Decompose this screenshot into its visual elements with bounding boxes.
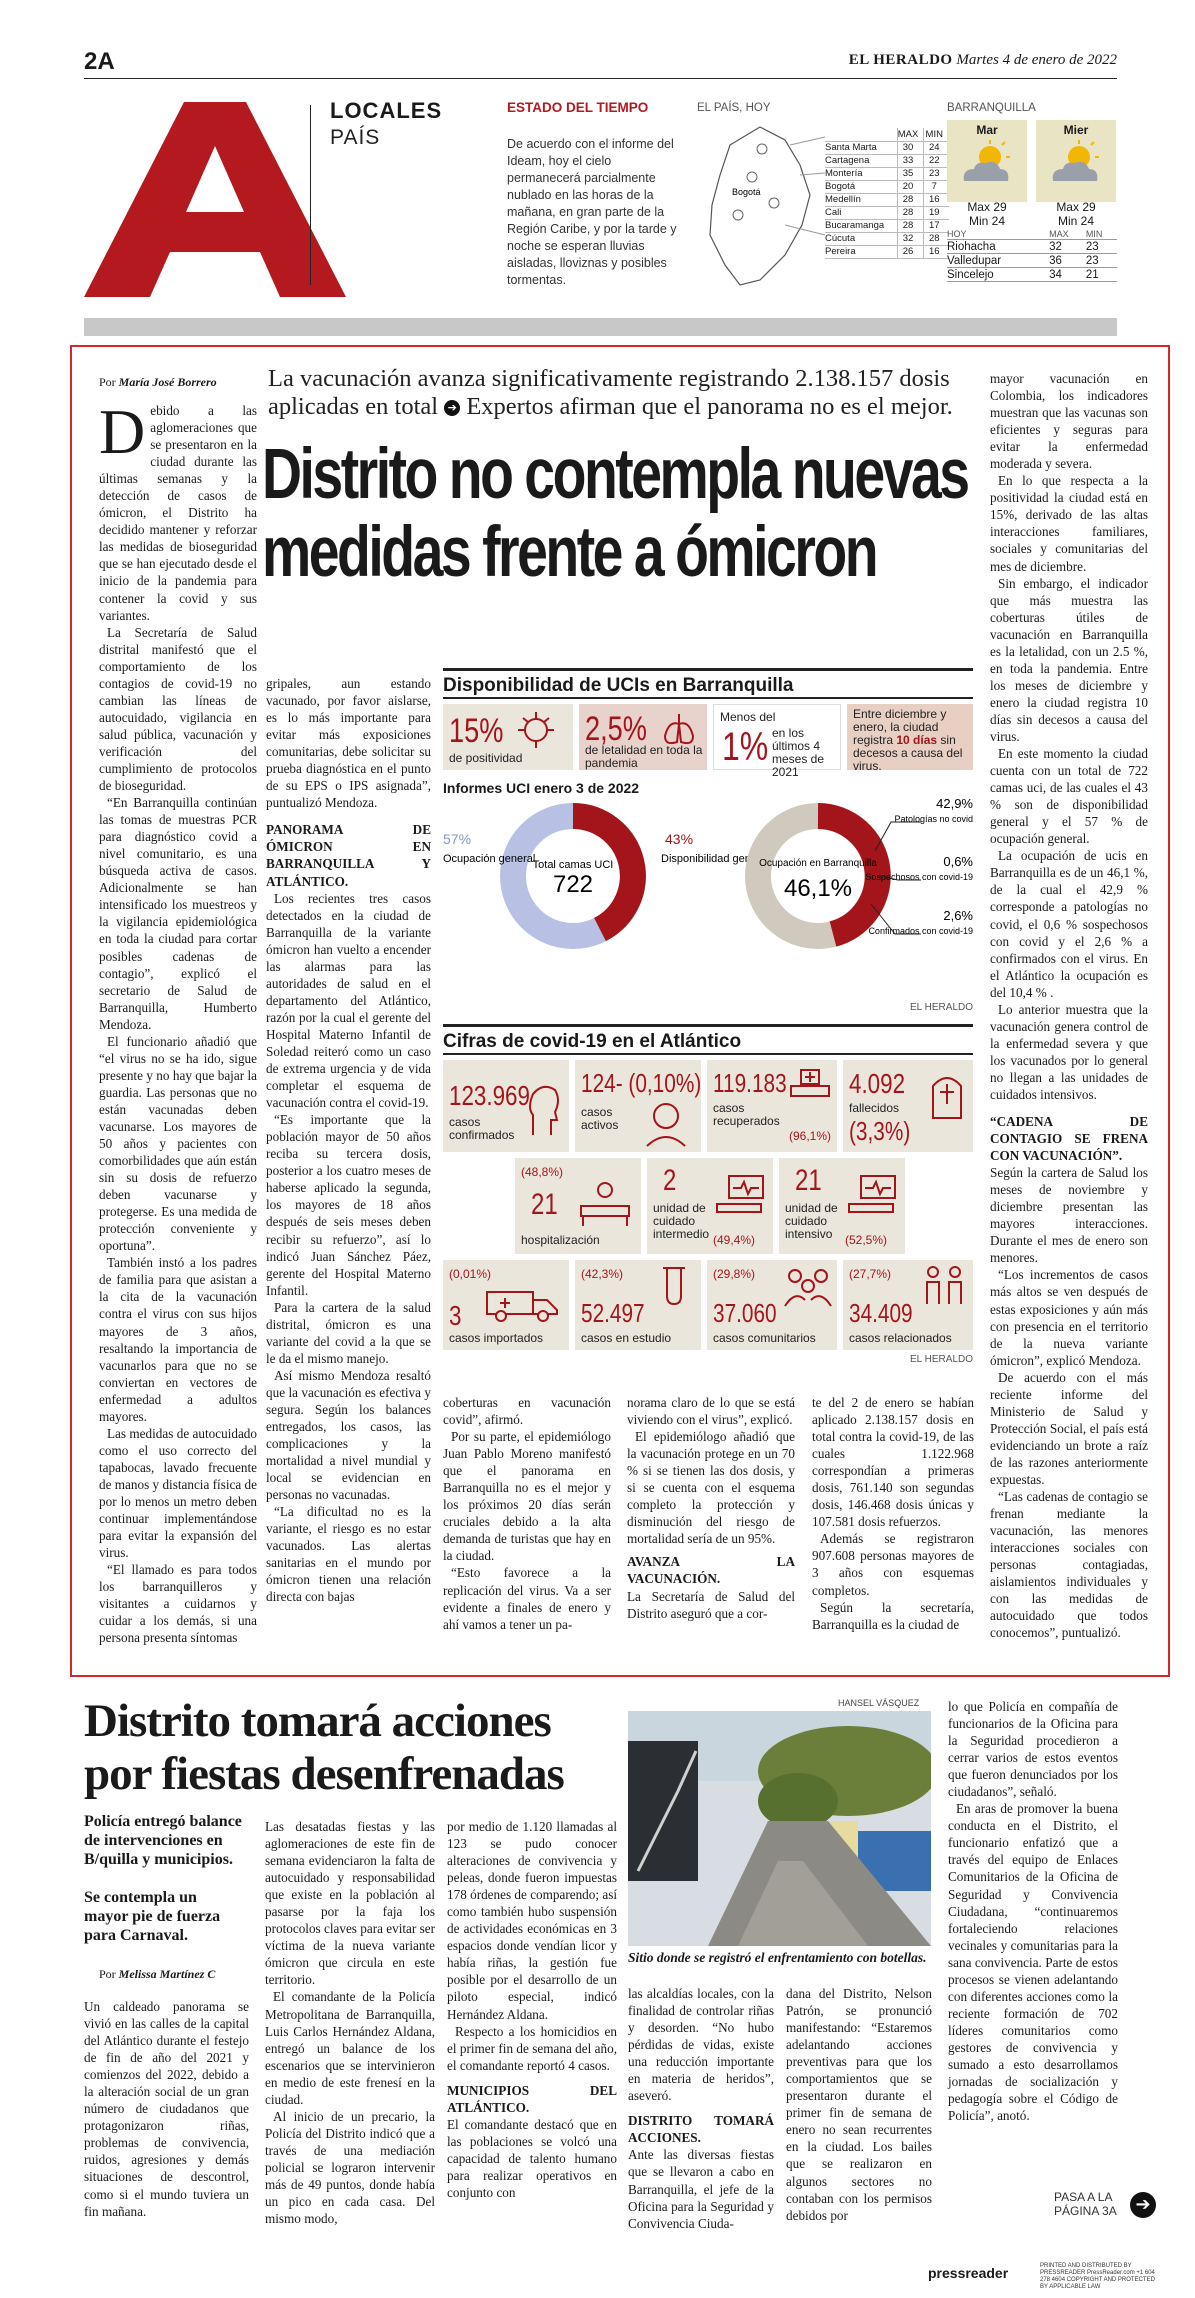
- continue-label[interactable]: PASA A LA PÁGINA 3A: [1054, 2190, 1117, 2218]
- paper-name: EL HERALDO: [848, 52, 953, 68]
- regional-weather-table: HOY MAX MIN Riohacha 32 23 Valledupar 36 23 Sincelejo 34 21: [947, 229, 1117, 282]
- story-column-1: Debido a las aglomeraciones que se presentaron en la ciudad durante las últimas semanas y la detección de casos de ómicron, el Distrito ha decidido mantener y reforzar las medidas de bioseguridad que se han ejecutado desde el inicio de la pandemia para contener la covid y sus variantes. La Secretaría de Salud distrital manifestó que el comportamiento de los contagios de covid-19 no cambian las líneas de autocuidado, vigilancia en salud pública, vacunación y verificación del cumplimiento de protocolos de bioseguridad. “En Barranquilla continúan las tomas de muestras PCR para diagnóstico covid a nivel comunitario, es una búsqueda activa de casos. Adicionalmente se han intensificado los muestreos y la vigilancia epidemiológica en toda la ciudad para cortar posibles cadenas de contagio”, explicó el secretario de Salud de Barranquilla, Humberto Mendoza. El funcionario añadió que “el virus no se ha ido, sigue presente y no hay que bajar la guardia. Las personas que no están vacunadas deben vacunarse. Los mayores de 50 años y pacientes con comorbilidades que aún están sin su dosis de refuerzo deben vacunarse y protegerse. Es una medida de protección conveniente y oportuna”. También instó a los padres de familia para que asistan a la cita de la vacunación contra el virus con sus hijos mayores de 3 años, resaltando la importancia de vacunarlos para que no se conviertan en vectores de enfermedad a adultos mayores. Las medidas de autocuidado como el uso correcto del tapabocas, lavado frecuente de manos y distancia física de por lo menos un metro deben continuar implementándose para evitar la expansión del virus. “El llamado es para todos los barranquilleros y visitantes a cuidarnos y cuidar a los demás, si una persona presenta síntomas: [99, 396, 257, 1646]
- header-gray-bar: [84, 318, 1117, 336]
- table-row: Cali 28 19: [825, 206, 949, 219]
- tombstone-icon: [929, 1070, 965, 1120]
- donut1-left-label: Ocupación general: [443, 853, 536, 865]
- street-photo: [628, 1711, 931, 1946]
- story2-column-3: por medio de 1.120 llamadas al 123 se pudo conocer alteraciones de convivencia y peleas, donde fueron impuestas 178 órdenes de comparendo; así como también hubo suspensión de actividades económicas en 3 espacios donde vendían licor y había riñas, la gestión fue posible por el desarrollo de un piloto especial, indicó Hernández Aldana. Respecto a los homicidios en el primer fin de semana del año, el comandante reportó 4 casos. MUNICIPIOS DEL ATLÁNTICO. El comandante destacó que en las poblaciones se volcó una capacidad de talento humano para realizar operativos en conjunto con: [447, 1819, 617, 2200]
- story2-column-6: lo que Policía en compañía de funcionarios de la Oficina para la Seguridad procedieron a cerrar varios de estos eventos que fueron denunciados por los ciudadanos”, señaló. En aras de promover la buena conducta en el Distrito, el funcionario enfatizó que a través del equipo de Enlaces Comunitarios de la Oficina de Seguridad y Convivencia Ciudadana, “continuaremos fortaleciendo relaciones vecinales y comunitarias para la sana convivencia. Parte de estos procesos se vienen adelantando con diferentes acciones como la reciente formación de 702 líderes comunitarios como gestores de convivencia y sumado a esto desarrollamos jornadas de socialización y pedagogía sobre el Código de Policía”, anotó.: [948, 1699, 1118, 2124]
- local-weather-label: BARRANQUILLA: [947, 102, 1036, 114]
- informes-title: Informes UCI enero 3 de 2022: [443, 780, 640, 796]
- test-tube-icon: [653, 1266, 695, 1306]
- masked-person-icon: [641, 1098, 691, 1148]
- byline: Por Melissa Martínez C: [99, 1967, 216, 1981]
- section-name: LOCALES: [330, 98, 443, 123]
- section-subname: PAÍS: [330, 126, 381, 149]
- col-max-header: MAX: [897, 128, 923, 141]
- story2-column-4: las alcaldías locales, con la finalidad de controlar riñas y desorden. “No hubo pérdidas de vidas, existe una reducción importante en materia de heridos”, aseveró. DISTRITO TOMARÁ ACCIONES. Ante las diversas fiestas que se llevaron a cabo en Barranquilla, el jefe de la Oficina para la Seguridad y Convivencia Ciuda-: [628, 1986, 774, 2231]
- day-name: Mier: [1063, 123, 1089, 137]
- city-weather-table: [825, 128, 949, 259]
- table-row: Sincelejo 34 21: [947, 268, 1117, 282]
- weather-text: De acuerdo con el informe del Ideam, hoy el cielo permanecerá parcialmente nublado en las horas de la mañana, en gran parte de la Región Caribe, y por la tarde y noche se esperan lluvias aisladas, lloviznas y posibles tormentas.: [507, 137, 677, 287]
- graphic-credit: EL HERALDO: [910, 1002, 973, 1013]
- main-headline: Distrito no contempla nuevas medidas frente a ómicron: [262, 435, 968, 592]
- graphic-credit: EL HERALDO: [910, 1354, 973, 1365]
- family-icon: [921, 1264, 969, 1308]
- stat-hospitalizacion: (48,8%) 21 hospitalización: [515, 1158, 641, 1254]
- donut1-right-label: Disponibilidad general: [661, 853, 770, 865]
- stat-comunitarios: (29,8%) 37.060 casos comunitarios: [707, 1260, 837, 1350]
- icu-bed-icon: [845, 1172, 901, 1222]
- page-number: 2A: [84, 48, 115, 75]
- day-forecast: [947, 120, 1027, 202]
- day-max: Max 29: [967, 200, 1007, 214]
- story-column-4: norama claro de lo que se está viviendo con el virus”, explicó. El epidemiólogo añadió que la vacunación protege en un 70 % si se tienen las dos dosis, y si se cuenta con el esquema completo la protección y disminución del riesgo de mortalidad sería de un 95%. AVANZA LA VACUNACIÓN. La Secretaría de Salud del Distrito aseguró que a cor-: [627, 1395, 795, 1621]
- stat-activos: 124- (0,10%) casos activos: [575, 1060, 701, 1152]
- story-column-2: gripales, aun estando vacunado, por favor aislarse, es lo más importante para evitar más exposiciones comunitarias, debe solicitar su prueba diagnóstica en el punto de su EPS o IPS asignada”, puntualizó Mendoza. PANORAMA DE ÓMICRON EN BARRANQUILLA Y ATLÁNTICO. Los recientes tres casos detectados en la ciudad de Barranquilla de la variante ómicron han vuelto a encender las alarmas para las autoridades de salud en el departamento del Atlántico, razón por la cual el gerente del Hospital Materno Infantil de Soledad reiteró como un caso de extrema urgencia y de vida completar el esquema de vacunación contra el covid-19. “Es importante que la población mayor de 50 años reciba su tercera dosis, posterior a los cuatro meses de haberse aplicado la segunda, los mayores de 18 años después de seis meses deben recibir su refuerzo”, así lo indicó Juan Sánchez Páez, gerente del Hospital Materno Infantil. Para la cartera de la salud distrital, ómicron es una variante del covid a la que se le da el mismo manejo. Así mismo Mendoza resaltó que la vacunación es efectiva y segura. Según los balances entregados, los casos, las complicaciones y la mortalidad a nivel mundial y local se evidencian en personas no vacunadas. “La dificultad no es la variante, el riesgo es no estar vacunados. Las alertas sanitarias en el mundo por ómicron tienen una relación directa con bajas: [266, 676, 431, 1605]
- table-row: Santa Marta 30 24: [825, 141, 949, 154]
- stat-menos: Menos del 1% en los últimos 4 meses de 2021: [713, 704, 841, 770]
- donut2-pct-3: 2,6%: [943, 908, 973, 923]
- table-row: Cartagena 33 22: [825, 154, 949, 167]
- story-column-3: coberturas en vacunación covid”, afirmó. Por su parte, el epidemiólogo Juan Pablo Moreno manifestó que el panorama en Barranquilla no es el mejor y los próximos 20 días serán cruciales debido a la alta demanda de turistas que hay en la ciudad. “Esto favorece a la replicación del virus. Va a ser evidente a finales de enero y ahí vamos a tener un pa-: [443, 1395, 611, 1632]
- stat-confirmados: 123.969 casos confirmados: [443, 1060, 569, 1152]
- summary-2: Se contempla un mayor pie de fuerza para Carnaval.: [84, 1889, 221, 1944]
- uci-title: Disponibilidad de UCIs en Barranquilla: [443, 668, 973, 699]
- day-min: Min 24: [968, 214, 1006, 228]
- table-row: Montería 35 23: [825, 167, 949, 180]
- table-row: Bucaramanga 28 17: [825, 219, 949, 232]
- table-row: Bogotá 20 7: [825, 180, 949, 193]
- table-row: Riohacha 32 23: [947, 240, 1117, 254]
- cifras-title: Cifras de covid-19 en el Atlántico: [443, 1024, 973, 1055]
- kicker: La vacunación avanza significativamente registrando 2.138.157 dosis aplicadas en total ➔ Expertos afirman que el panorama no es el mejor.: [268, 365, 953, 420]
- donut1-center-value: 722: [552, 871, 594, 898]
- col-min-header: MIN: [923, 128, 949, 141]
- table-row: Cúcuta 32 28: [825, 232, 949, 245]
- day-min: Min 24: [1057, 214, 1095, 228]
- head-profile-icon: [523, 1080, 563, 1140]
- section-divider: [310, 105, 311, 285]
- community-icon: [783, 1264, 833, 1308]
- day-temps: [947, 200, 1027, 228]
- top-rule: [84, 78, 1117, 79]
- pressreader-logo: pressreader: [928, 2265, 1009, 2281]
- donut2-pct-1: 42,9%: [936, 796, 973, 811]
- donut1-left-pct: 57%: [443, 831, 472, 847]
- section-letter-logo: [84, 102, 346, 297]
- day-forecast: [1036, 120, 1116, 202]
- dropcap: D: [99, 396, 146, 467]
- hospital-bed-icon: [787, 1066, 833, 1106]
- donut2-center-value: 46,1%: [783, 875, 853, 902]
- donut2-pct-2: 0,6%: [943, 854, 973, 869]
- stat-estudio: (42,3%) 52.497 casos en estudio: [575, 1260, 701, 1350]
- patient-bed-icon: [577, 1180, 633, 1230]
- story-column-6: mayor vacunación en Colombia, los indicadores muestran que las vacunas son eficientes y seguras para evitar la enfermedad moderada y severa. En lo que respecta a la positividad la ciudad está en 15%, derivado de las altas interacciones familiares, sociales y comunitarias del mes de diciembre. Sin embargo, el indicador que más muestra las coberturas útiles de vacunación en Barranquilla es la letalidad, con un 2.5 %, en toda la pandemia. Entre los meses de diciembre y enero la ciudad registra 10 días sin decesos a causa del virus. En este momento la ciudad cuenta con un total de 722 camas uci, de las cuales el 43 % son de disponibilidad general y el 57 % de ocupación general. La ocupación de ucis en Barranquilla es de un 46,1 %, de la cual el 42,9 % corresponde a patologías no covid, el 0,6 % sospechosos con covid y el 2,6 % a confirmados con el virus. En el Atlántico la ocupación es del 10,4 % . Lo anterior muestra que la vacunación genera control de la enfermedad severa y que los vacunados por lo general no llegan a las unidades de cuidados intensivos. “CADENA DE CONTAGIO SE FRENA CON VACUNACIÓN”. Según la cartera de Salud los meses de noviembre y diciembre presentan las mayores interacciones. Durante el mes de enero son menores. “Los incrementos de casos más altos se ven después de estas exposiciones y aún más con presencia en el territorio de la nueva variante ómicron”, explicó Mendoza. De acuerdo con el más reciente informe del Ministerio de Salud y Protección Social, el país está evidenciando un brote a raíz de las razones anteriormente expuestas. “Las cadenas de contagio se frenan mediante la vacunación, las menores interacciones sociales con personas contagiadas, aislamientos individuales y con las medidas de autocuidado que todos conocemos”, puntualizó.: [990, 371, 1148, 1641]
- stat-positividad: 15% de positividad: [443, 704, 573, 770]
- virus-icon: [513, 710, 559, 750]
- table-row: Medellín 28 16: [825, 193, 949, 206]
- donut2-label-1: Patologías no covid: [894, 814, 973, 824]
- stat-letalidad: 2,5% de letalidad en toda la pandemia: [579, 704, 707, 770]
- stat-dias: Entre diciembre y enero, la ciudad registra 10 días sin decesos a causa del virus.: [847, 704, 973, 770]
- stat-recuperados: 119.183 casos recuperados (96,1%): [707, 1060, 837, 1152]
- pressreader-text: PRINTED AND DISTRIBUTED BY PRESSREADER PressReader.com +1 604 278 4604 COPYRIGHT AND PROTECTED BY APPLICABLE LAW: [1040, 2263, 1155, 2290]
- byline: Por María José Borrero: [99, 375, 217, 389]
- arrow-right-icon: ➔: [444, 400, 460, 416]
- day-temps: [1036, 200, 1116, 228]
- covid-infographic: [443, 668, 973, 1368]
- day-name: Mar: [976, 123, 998, 137]
- country-weather-label: EL PAÍS, HOY: [697, 102, 771, 114]
- map-label: Bogotá: [732, 187, 761, 197]
- ambulance-icon: [483, 1284, 563, 1324]
- stat-importados: (0,01%) 3 casos importados: [443, 1260, 569, 1350]
- table-row: Valledupar 36 23: [947, 254, 1117, 268]
- uci-donut-charts: [443, 796, 973, 956]
- issue-date: Martes 4 de enero de 2022: [956, 52, 1117, 68]
- summary-1: Policía entregó balance de intervenciones en B/quilla y municipios.: [84, 1813, 242, 1868]
- arrow-right-icon[interactable]: ➔: [1130, 2192, 1156, 2218]
- story2-column-5: dana del Distrito, Nelson Patrón, se pronunció manifestando: “Estaremos adelantando acciones preventivas para que los comportamientos que se presentaron durante el primer fin de semana de enero no sean recurrentes en la ciudad. Los bailes que se realizaron en algunos sectores no contaban con los permisos debidos por: [786, 1986, 932, 2223]
- stat-relacionados: (27,7%) 34.409 casos relacionados: [843, 1260, 973, 1350]
- table-row: Pereira 26 16: [825, 245, 949, 258]
- partly-cloudy-icon: [956, 139, 1018, 189]
- partly-cloudy-icon: [1045, 139, 1107, 189]
- donut2-label-3: Confirmados con covid-19: [868, 926, 973, 936]
- photo-credit: HANSEL VÁSQUEZ: [838, 1698, 920, 1708]
- paper-info: [849, 52, 1117, 69]
- donut2-label-2: Sospechosos con covid-19: [865, 872, 973, 882]
- donut2-center-label: Ocupación en Barranquilla: [759, 858, 877, 869]
- stat-intermedio: 2 unidad de cuidado intermedio (49,4%): [647, 1158, 773, 1254]
- stat-intensivo: 21 unidad de cuidado intensivo (52,5%): [779, 1158, 905, 1254]
- story2-column-1: Un caldeado panorama se vivió en las calles de la capital del Atlántico durante el festejo de fin de año del 2021 y comienzos del 2022, debido a la alteración social de un gran número de ciudadanos que protagonizaron riñas, problemas de convivencia, ruidos, agresiones y demás situaciones de descontrol, como si el mundo tuviera un fin mañana.: [84, 1999, 249, 2219]
- day-max: Max 29: [1056, 200, 1096, 214]
- stat-fallecidos: 4.092 fallecidos (3,3%): [843, 1060, 973, 1152]
- medical-monitor-icon: [713, 1172, 769, 1222]
- weather-title: ESTADO DEL TIEMPO: [507, 100, 649, 115]
- donut1-center-label: Total camas UCI: [532, 859, 614, 871]
- story2-column-2: Las desatadas fiestas y las aglomeraciones de este fin de semana evidenciaron la falta de autocuidado y responsabilidad que existe en la población al pasarse por la faja los protocolos claves para evitar ser víctima de la nueva variante ómicron que circula en este territorio. El comandante de la Policía Metropolitana de Barranquilla, Luis Carlos Hernández Aldana, entregó un balance de los escenarios que se intervinieron en medio de este frenesí en la ciudad. Al inicio de un precario, la Policía del Distrito indicó que a través de una mediación policial se lograron intervenir más de 49 puntos, donde había un pico en cada casa. Del mismo modo,: [265, 1819, 435, 2227]
- donut1-right-pct: 43%: [665, 831, 694, 847]
- story-column-5: te del 2 de enero se habían aplicado 2.138.157 dosis en total contra la covid-19, de las cuales 1.122.968 correspondían a primeras dosis, 761.140 son segundas dosis, 146.468 dosis únicas y 107.581 dosis refuerzos. Además se registraron 907.608 personas mayores de 3 años con esquemas completos. Según la secretaría, Barranquilla es la ciudad de: [812, 1395, 974, 1632]
- photo-caption: Sitio donde se registró el enfrentamiento con botellas.: [628, 1950, 927, 1965]
- second-headline: Distrito tomará acciones por fiestas desenfrenadas: [84, 1695, 564, 1800]
